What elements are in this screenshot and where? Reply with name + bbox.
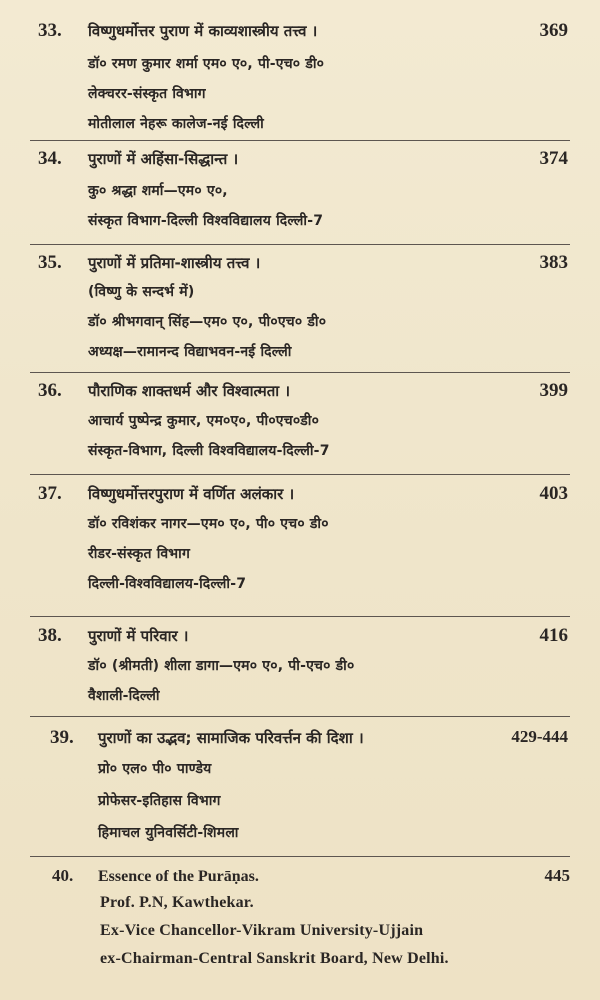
author-line: डॉ० (श्रीमती) शीला डागा—एम० ए०, पी-एच० डी० <box>88 658 355 674</box>
entry-title: पुराणों में परिवार । <box>88 627 189 645</box>
entry-title: पुराणों का उद्भव; सामाजिक परिवर्त्तन की दिशा । <box>98 729 364 747</box>
divider <box>30 856 570 857</box>
entry-title: विष्णुधर्मोत्तरपुराण में वर्णित अलंकार । <box>88 485 295 503</box>
author-line: अध्यक्ष—रामानन्द विद्याभवन-नई दिल्ली <box>88 344 292 360</box>
entry-title: विष्णुधर्मोत्तर पुराण में काव्यशास्त्रीय तत्त्व । <box>88 22 318 40</box>
divider <box>30 140 570 141</box>
entry-page-number: 369 <box>539 20 568 41</box>
author-line: आचार्य पुष्पेन्द्र कुमार, एम०ए०, पी०एच०डी० <box>88 413 320 429</box>
author-line: लेक्चरर-संस्कृत विभाग <box>88 86 206 102</box>
entry-number: 35. <box>38 252 62 273</box>
divider <box>30 244 570 245</box>
divider <box>30 372 570 373</box>
author-line: संस्कृत-विभाग, दिल्ली विश्वविद्यालय-दिल्ली-7 <box>88 443 330 459</box>
divider <box>30 716 570 717</box>
author-line: हिमाचल युनिवर्सिटी-शिमला <box>98 825 239 841</box>
author-line: प्रो० एल० पी० पाण्डेय <box>98 761 212 777</box>
author-line: डॉ० श्रीभगवान् सिंह—एम० ए०, पी०एच० डी० <box>88 314 327 330</box>
entry-number: 36. <box>38 380 62 401</box>
divider <box>30 616 570 617</box>
entry-page-number: 403 <box>539 483 568 504</box>
author-line: (विष्णु के सन्दर्भ में) <box>88 284 195 300</box>
entry-page-number: 416 <box>539 625 568 646</box>
author-line: Prof. P.N, Kawthekar. <box>100 894 254 911</box>
author-line: ex-Chairman-Central Sanskrit Board, New Delhi. <box>100 950 449 967</box>
entry-page-number: 429-444 <box>511 727 568 746</box>
author-line: डॉ० रमण कुमार शर्मा एम० ए०, पी-एच० डी० <box>88 56 325 72</box>
entry-title: पौराणिक शाक्तधर्म और विश्वात्मता । <box>88 382 291 400</box>
author-line: वैशाली-दिल्ली <box>88 688 160 704</box>
author-line: संस्कृत विभाग-दिल्ली विश्वविद्यालय दिल्ली-7 <box>88 213 324 229</box>
entry-page-number: 374 <box>539 148 568 169</box>
entry-number: 40. <box>52 866 74 885</box>
entry-title: पुराणों में अहिंसा-सिद्धान्त । <box>88 150 239 168</box>
divider <box>30 474 570 475</box>
entry-number: 39. <box>50 727 74 748</box>
author-line: दिल्ली-विश्वविद्यालय-दिल्ली-7 <box>88 576 247 592</box>
author-line: मोतीलाल नेहरू कालेज-नई दिल्ली <box>88 116 264 132</box>
entry-title: Essence of the Purāṇas. <box>98 868 259 885</box>
entry-page-number: 445 <box>544 866 570 885</box>
author-line: कु० श्रद्धा शर्मा—एम० ए०, <box>88 183 228 199</box>
author-line: रीडर-संस्कृत विभाग <box>88 546 191 562</box>
author-line: Ex-Vice Chancellor-Vikram University-Ujjain <box>100 922 424 939</box>
entry-title: पुराणों में प्रतिमा-शास्त्रीय तत्त्व । <box>88 254 261 272</box>
entry-page-number: 399 <box>539 380 568 401</box>
entry-number: 38. <box>38 625 62 646</box>
entry-number: 34. <box>38 148 62 169</box>
author-line: डॉ० रविशंकर नागर—एम० ए०, पी० एच० डी० <box>88 516 329 532</box>
entry-number: 33. <box>38 20 62 41</box>
entry-page-number: 383 <box>539 252 568 273</box>
author-line: प्रोफेसर-इतिहास विभाग <box>98 793 221 809</box>
entry-number: 37. <box>38 483 62 504</box>
